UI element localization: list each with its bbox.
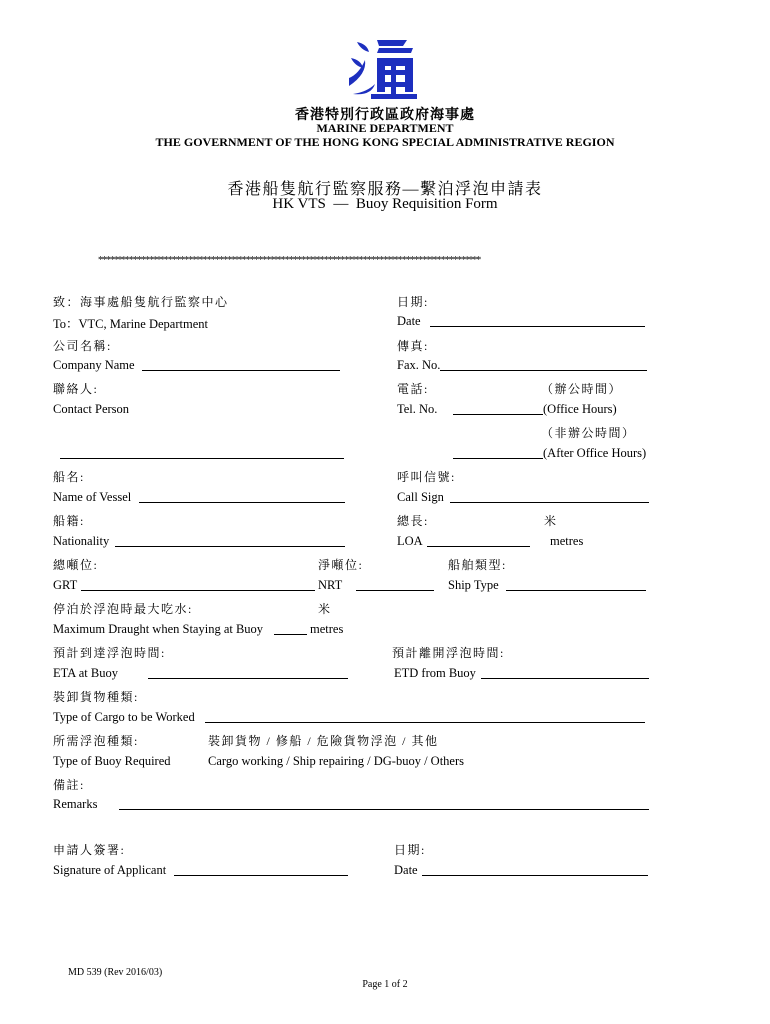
marine-department-logo (343, 36, 423, 106)
fax-label-zh: 傳真: (397, 339, 429, 353)
contact-label-zh: 聯絡人: (53, 382, 99, 396)
date-label-zh: 日期: (397, 295, 429, 309)
company-label-zh: 公司名稱: (53, 339, 112, 353)
company-name-field[interactable] (142, 370, 340, 371)
contact-label-en: Contact Person (53, 402, 130, 416)
buoy-type-label-zh: 所需浮泡種類: (53, 734, 139, 748)
etd-label-zh: 預計離開浮泡時間: (392, 646, 505, 660)
loa-unit-en: metres (550, 534, 584, 548)
call-sign-field[interactable] (450, 502, 649, 503)
sign-date-label-zh: 日期: (394, 843, 426, 857)
draught-unit-en: metres (310, 622, 344, 636)
cargo-type-field[interactable] (205, 722, 645, 723)
tel-label-en: Tel. No. (397, 402, 438, 416)
buoy-type-options-en[interactable]: Cargo working / Ship repairing / DG-buoy / Others (208, 754, 464, 768)
grt-field[interactable] (81, 590, 315, 591)
tel-label-zh: 電話: (397, 382, 429, 396)
to-label-en: To：VTC, Marine Department (53, 317, 208, 331)
cargo-label-en: Type of Cargo to be Worked (53, 710, 195, 724)
ship-type-field[interactable] (506, 590, 646, 591)
cargo-label-zh: 裝卸貨物種類: (53, 690, 139, 704)
loa-label-zh: 總長: (397, 514, 429, 528)
buoy-type-label-en: Type of Buoy Required (53, 754, 171, 768)
signature-label-en: Signature of Applicant (53, 863, 167, 877)
draught-label-en: Maximum Draught when Staying at Buoy (53, 622, 264, 636)
eta-field[interactable] (148, 678, 348, 679)
nationality-field[interactable] (115, 546, 345, 547)
agency-name-chinese: 香港特別行政區政府海事處 (295, 108, 475, 123)
agency-name-english: MARINE DEPARTMENT (316, 121, 454, 135)
buoy-type-options-zh[interactable]: 裝卸貨物 / 修船 / 危險貨物浮泡 / 其他 (208, 734, 439, 748)
signature-field[interactable] (174, 875, 348, 876)
date-label-en: Date (397, 314, 421, 328)
nationality-label-zh: 船籍: (53, 514, 85, 528)
form-title-chinese: 香港船隻航行監察服務—繫泊浮泡申請表 (227, 181, 543, 198)
shiptype-label-en: Ship Type (448, 578, 499, 592)
sign-date-field[interactable] (422, 875, 648, 876)
max-draught-field[interactable] (274, 634, 307, 635)
grt-label-zh: 總噸位: (53, 558, 99, 572)
fax-number-field[interactable] (440, 370, 647, 371)
eta-label-en: ETA at Buoy (53, 666, 118, 680)
callsign-label-en: Call Sign (397, 490, 444, 504)
etd-field[interactable] (481, 678, 649, 679)
vessel-label-zh: 船名: (53, 470, 85, 484)
separator-line: ************************************************************************************************** (98, 255, 481, 266)
callsign-label-zh: 呼叫信號: (397, 470, 456, 484)
remarks-label-zh: 備註: (53, 778, 85, 792)
loa-field[interactable] (427, 546, 530, 547)
date-field[interactable] (430, 326, 645, 327)
draught-unit-zh: 米 (318, 602, 332, 616)
office-hours-label-zh: （辦公時間） (541, 382, 623, 396)
after-hours-label-en: (After Office Hours) (543, 446, 647, 460)
nrt-label-en: NRT (318, 578, 343, 592)
shiptype-label-zh: 船舶類型: (448, 558, 507, 572)
to-label-zh: 致：海事處船隻航行監察中心 (53, 295, 229, 309)
after-hours-label-zh: （非辦公時間） (541, 426, 636, 440)
fax-label-en: Fax. No. (397, 358, 441, 372)
eta-label-zh: 預計到達浮泡時間: (53, 646, 166, 660)
sign-date-label-en: Date (394, 863, 418, 877)
vessel-name-field[interactable] (139, 502, 345, 503)
remarks-field[interactable] (119, 809, 649, 810)
government-name-english: THE GOVERNMENT OF THE HONG KONG SPECIAL ADMINISTRATIVE REGION (155, 135, 615, 149)
office-hours-label-en: (Office Hours) (543, 402, 617, 416)
loa-unit-zh: 米 (544, 514, 558, 528)
vessel-label-en: Name of Vessel (53, 490, 132, 504)
form-code: MD 539 (Rev 2016/03) (68, 967, 163, 978)
page-number: Page 1 of 2 (362, 979, 408, 990)
tel-after-hours-field[interactable] (453, 458, 543, 459)
company-label-en: Company Name (53, 358, 135, 372)
nationality-label-en: Nationality (53, 534, 110, 548)
tel-office-field[interactable] (453, 414, 543, 415)
nrt-label-zh: 淨噸位: (318, 558, 364, 572)
remarks-label-en: Remarks (53, 797, 98, 811)
etd-label-en: ETD from Buoy (394, 666, 476, 680)
form-title-english: HK VTS — Buoy Requisition Form (272, 196, 498, 212)
loa-label-en: LOA (397, 534, 423, 548)
draught-label-zh: 停泊於浮泡時最大吃水: (53, 602, 193, 616)
grt-label-en: GRT (53, 578, 78, 592)
signature-label-zh: 申請人簽署: (53, 843, 126, 857)
contact-person-field[interactable] (60, 458, 344, 459)
nrt-field[interactable] (356, 590, 434, 591)
